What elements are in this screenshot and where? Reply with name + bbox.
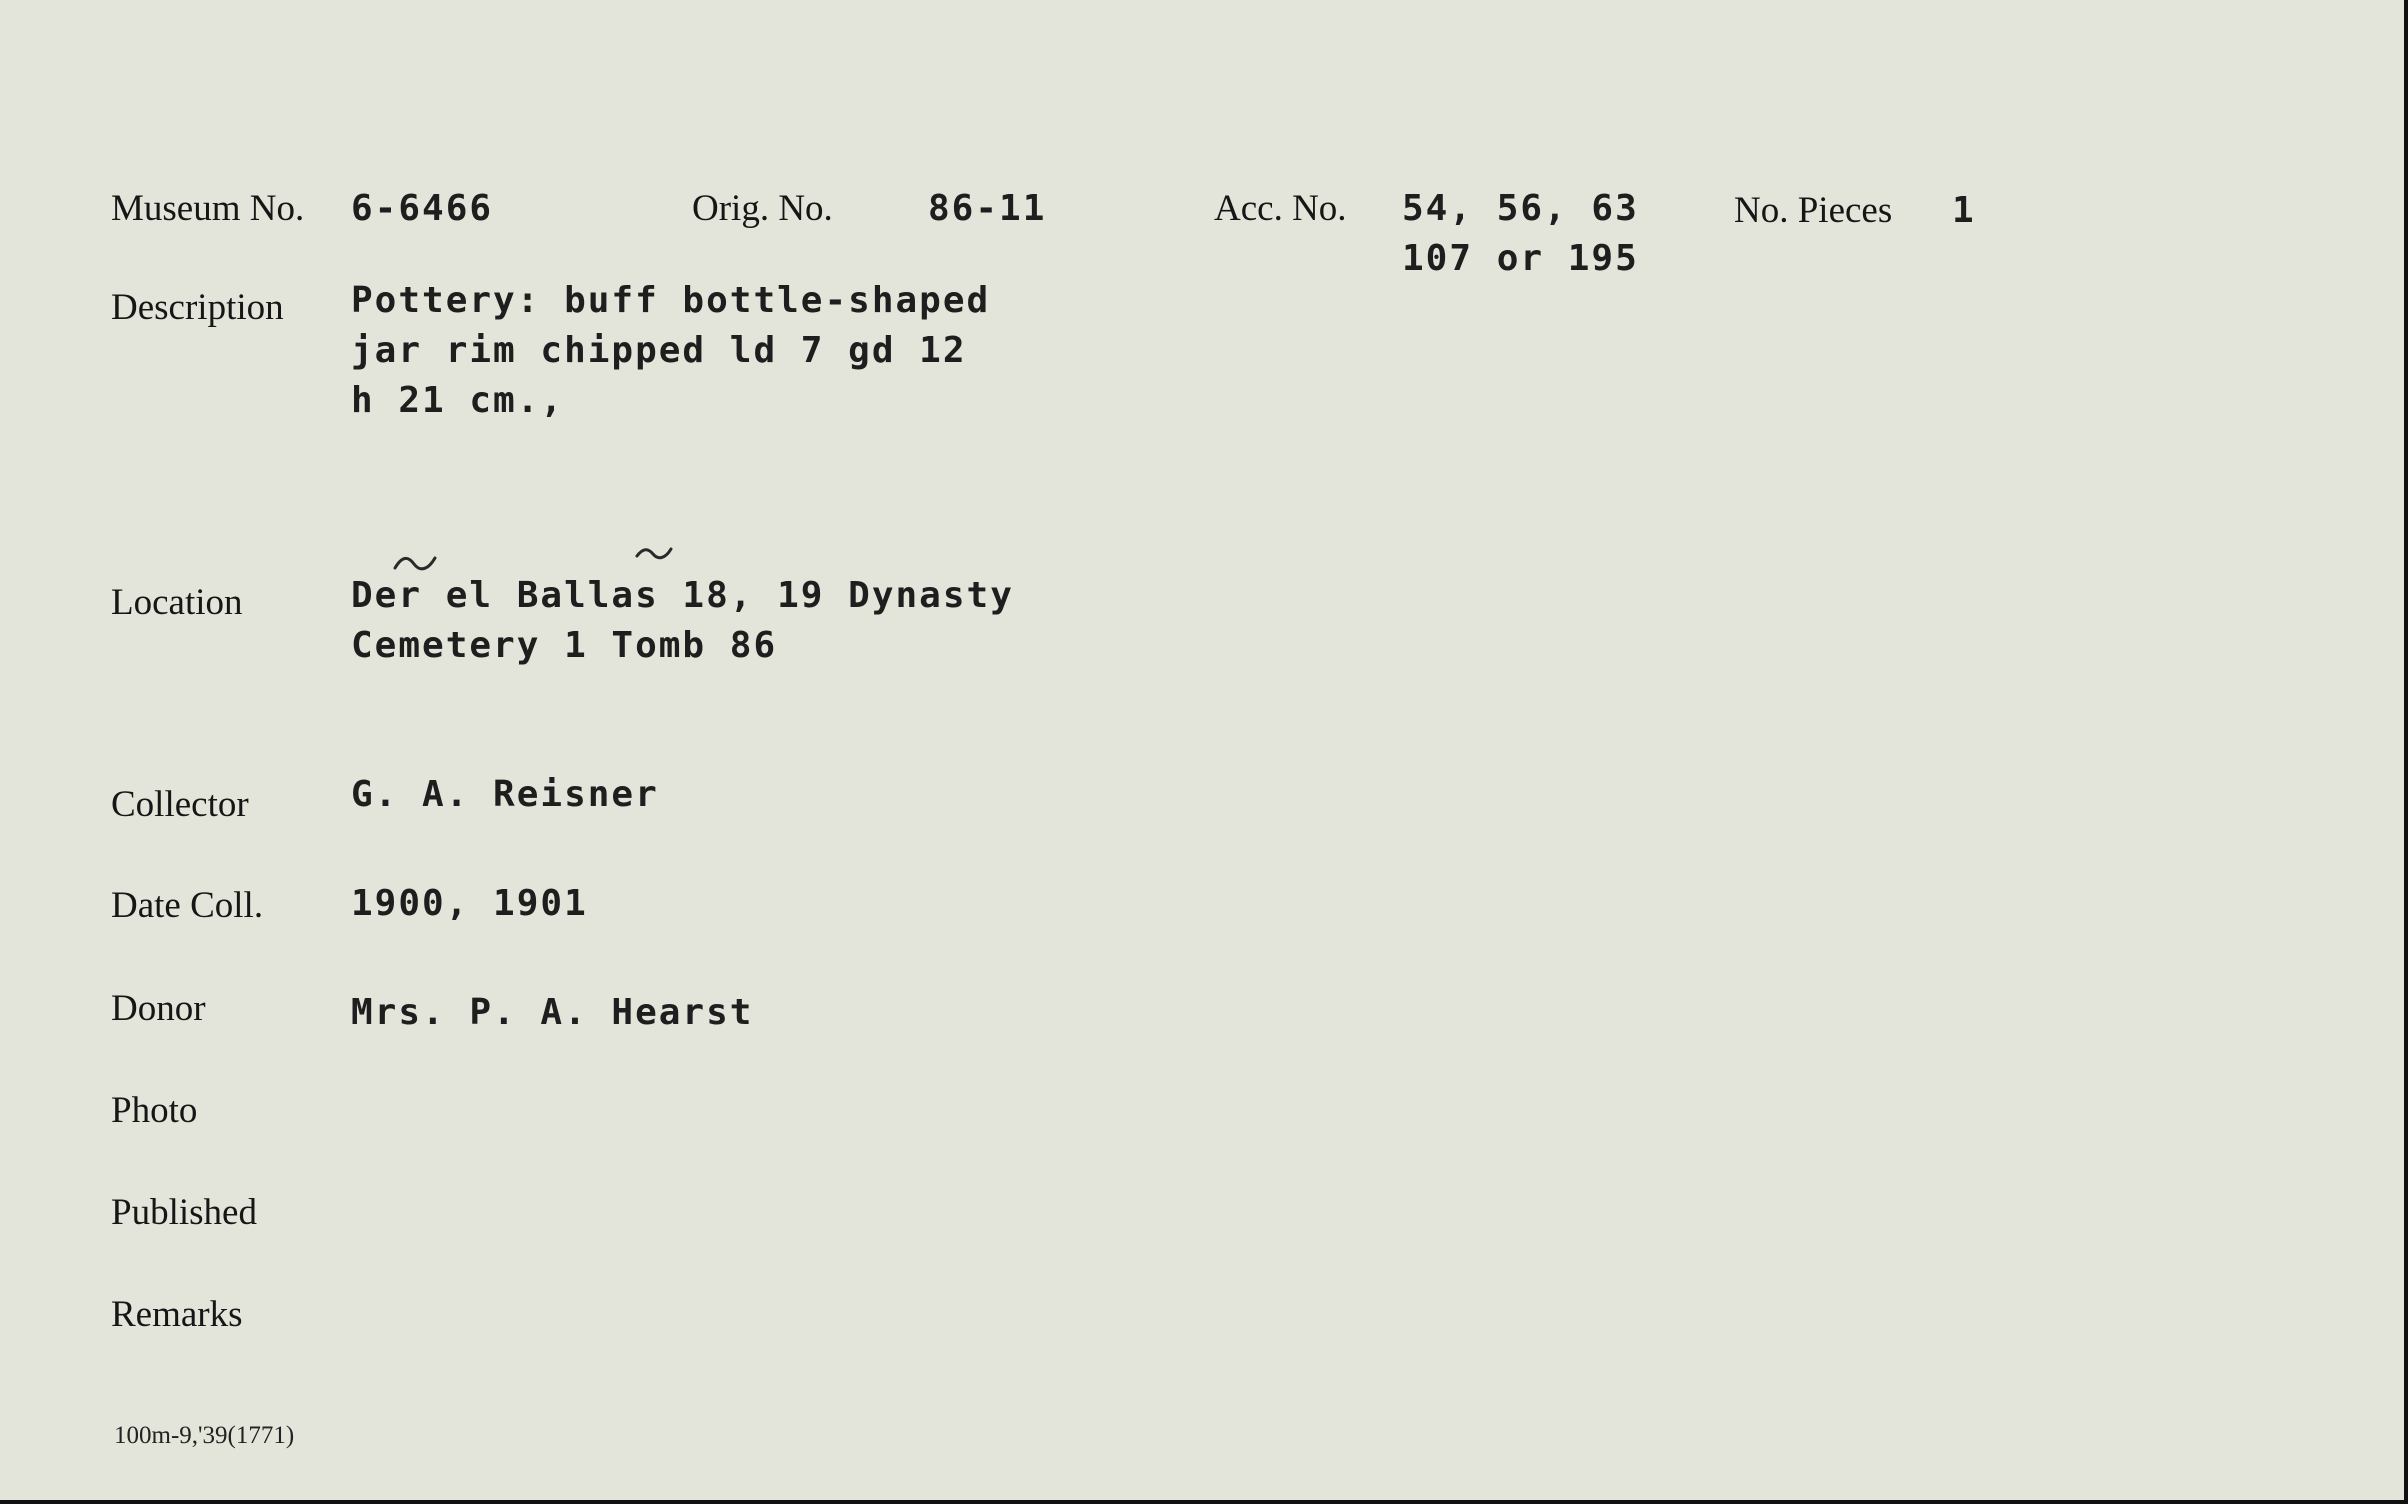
print-code: 100m-9,'39(1771) [114,1422,295,1449]
museum-no-label: Museum No. [111,188,305,229]
no-pieces-label: No. Pieces [1734,190,1893,231]
location-line: Der el Ballas 18, 19 Dynasty [351,575,1014,616]
donor-label: Donor [111,988,206,1029]
handwritten-tilde-mark [634,544,674,564]
date-coll-label: Date Coll. [111,885,264,926]
acc-no-value [1402,184,1639,284]
museum-no-value: 6-6466 [351,188,494,229]
date-coll-value: 1900, 1901 [351,883,588,924]
location-label: Location [111,582,243,623]
remarks-label: Remarks [111,1294,243,1335]
description-label: Description [111,287,284,328]
acc-no-line: 54, 56, 63 [1402,188,1639,229]
location-line: Cemetery 1 Tomb 86 [351,625,778,666]
description-line: Pottery: buff bottle-shaped [351,280,991,321]
description-value [351,276,990,426]
no-pieces-value: 1 [1952,190,1976,231]
orig-no-value: 86-11 [928,188,1047,229]
donor-value: Mrs. P. A. Hearst [351,992,754,1033]
acc-no-line: 107 or 195 [1402,238,1639,279]
collector-label: Collector [111,784,249,825]
orig-no-label: Orig. No. [692,188,833,229]
collector-value: G. A. Reisner [351,774,659,815]
published-label: Published [111,1192,257,1233]
description-line: h 21 cm., [351,380,565,421]
acc-no-label: Acc. No. [1214,188,1347,229]
location-value [351,571,1014,671]
description-line: jar rim chipped ld 7 gd 12 [351,330,967,371]
photo-label: Photo [111,1090,198,1131]
